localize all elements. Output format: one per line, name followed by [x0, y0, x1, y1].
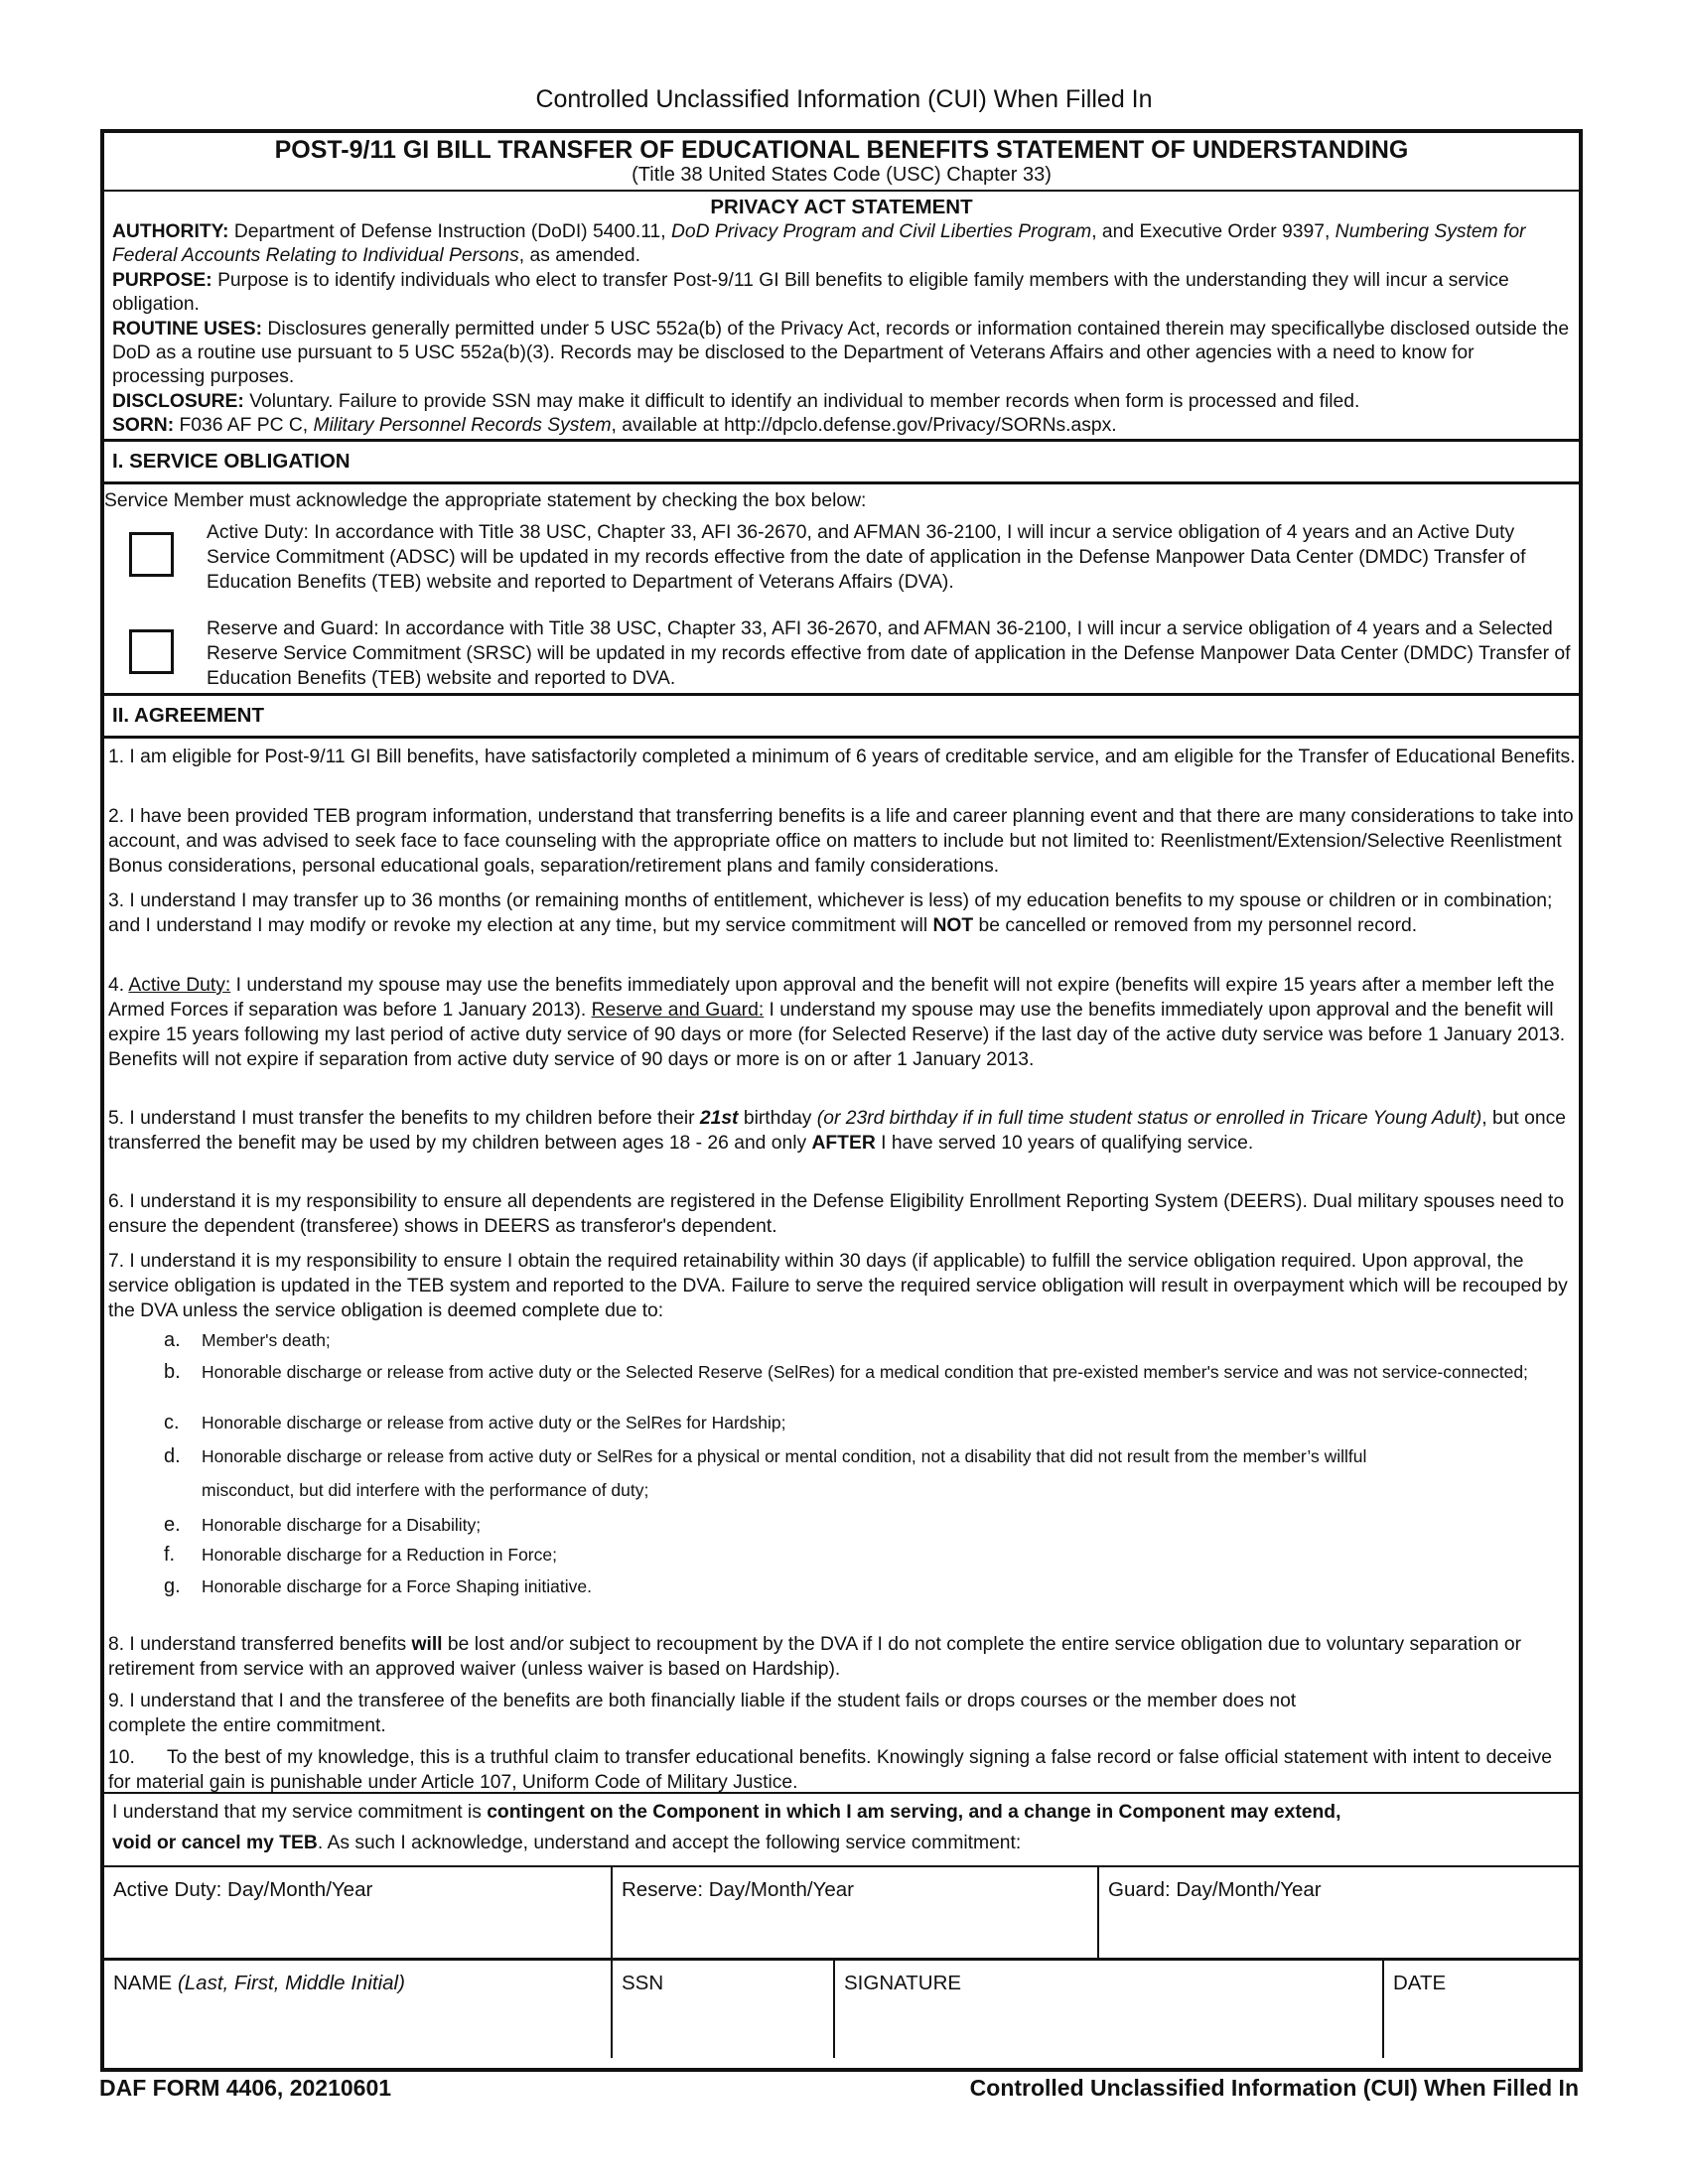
list-letter: f.: [164, 1544, 176, 1566]
list-text: Honorable discharge for a Disability;: [202, 1515, 482, 1535]
item-text: be lost and/or subject to recoupment by the DVA if I do not complete the entire service obligation due to voluntary separation or retirement from service with an approved waiver (unless waiver is based on Hardship).: [108, 1634, 1521, 1680]
item-text: 8. I understand transferred benefits: [108, 1634, 412, 1655]
list-text: misconduct, but did interfere with the performance of duty;: [202, 1480, 649, 1500]
guard-date-field[interactable]: [1097, 1867, 1579, 1958]
list-letter: e.: [164, 1514, 181, 1536]
authority-text: Department of Defense Instruction (DoDI) 5400.11,: [228, 221, 671, 242]
item-text: , but once transferred the benefit may be used by my children between ages 18 - 26 and only: [108, 1108, 1566, 1154]
item-text: birthday: [738, 1108, 817, 1129]
list-letter: d.: [164, 1445, 181, 1467]
service-obligation-heading: I. SERVICE OBLIGATION: [104, 442, 1579, 484]
reserve-date-label: Reserve: Day/Month/Year: [622, 1878, 854, 1901]
agreement-heading: II. AGREEMENT: [104, 696, 1579, 739]
privacy-heading: PRIVACY ACT STATEMENT: [710, 196, 973, 218]
guard-date-label: Guard: Day/Month/Year: [1108, 1878, 1322, 1901]
commitment-bold: contingent on the Component in which I am serving, and a change in Component may extend,: [487, 1802, 1341, 1823]
form-container: [100, 129, 1583, 2072]
name-field[interactable]: [104, 1961, 611, 2058]
item-bold: AFTER: [811, 1133, 876, 1154]
purpose-paragraph: [112, 269, 1571, 318]
date-label: DATE: [1393, 1972, 1447, 1994]
item-bold-italic: 21st: [699, 1108, 739, 1129]
disclosure-paragraph: [112, 390, 1571, 414]
list-letter: c.: [164, 1412, 180, 1433]
reserve-guard-statement: Reserve and Guard: In accordance with Title 38 USC, Chapter 33, AFI 36-2670, and AFMAN 36-2100, I will incur a service obligation of 4 years and a Selected Reserve Service Commitment (SRSC) will be updated in my records effective from date of application in the Defense Manpower Data Center (DMDC) Transfer of Education Benefits (TEB) website and reported to DVA.: [207, 618, 1571, 689]
privacy-act-statement: [104, 192, 1579, 442]
form-title: POST-9/11 GI BILL TRANSFER OF EDUCATIONAL BENEFITS STATEMENT OF UNDERSTANDING: [274, 136, 1409, 164]
agreement-item-1: 1. I am eligible for Post-9/11 GI Bill benefits, have satisfactorily completed a minimum of 6 years of creditable service, and am eligible for the Transfer of Educational Benefits.: [108, 747, 1576, 767]
commitment-line-2: [112, 1828, 1579, 1858]
cui-footer: Controlled Unclassified Information (CUI) When Filled In: [969, 2075, 1579, 2101]
signature-row: [104, 1961, 1579, 2058]
disclosure-label: DISCLOSURE:: [112, 390, 244, 412]
agreement-section: [104, 739, 1579, 1794]
routine-uses-label: ROUTINE USES:: [112, 318, 263, 340]
authority-italic: DoD Privacy Program and Civil Liberties Program: [670, 221, 1092, 242]
commitment-line-1: [112, 1797, 1579, 1828]
disclosure-text: Voluntary. Failure to provide SSN may make it difficult to identify an individual to member records when form is processed and filed.: [243, 390, 1360, 412]
commitment-date-row: [104, 1867, 1579, 1961]
agreement-item-6: 6. I understand it is my responsibility to ensure all dependents are registered in the Defense Eligibility Enrollment Reporting System (DEERS). Dual military spouses need to ensure the dependent (transferee) shows in DEERS as transferor's dependent.: [108, 1191, 1565, 1237]
active-duty-checkbox[interactable]: [129, 532, 174, 577]
item-text: I understand my spouse may use the benefits immediately upon approval and the benefit will expire 15 years following my last period of active duty service of 90 days or more (for Selected Reserve) if the last day of the active duty service was before 1 January 2013. Benefits will not expire if separation from active duty service of 90 days or more is on or after 1 January 2013.: [108, 1000, 1566, 1070]
authority-label: AUTHORITY:: [112, 221, 229, 242]
item-italic: (or 23rd birthday if in full time student status or enrolled in Tricare Young Adult): [816, 1108, 1482, 1129]
item-text: 5. I understand I must transfer the benefits to my children before their: [108, 1108, 700, 1129]
authority-paragraph: [112, 220, 1571, 269]
list-text: Honorable discharge for a Reduction in Force;: [202, 1545, 557, 1565]
active-duty-statement: Active Duty: In accordance with Title 38 USC, Chapter 33, AFI 36-2670, and AFMAN 36-2100, I will incur a service obligation of 4 years and an Active Duty Service Commitment (ADSC) will be updated in my records effective from the date of application in the Defense Manpower Data Center (DMDC) Transfer of Education Benefits (TEB) website and reported to Department of Veterans Affairs (DVA).: [207, 522, 1526, 593]
reserve-date-field[interactable]: [611, 1867, 1097, 1958]
authority-italic: Numbering System for Federal Accounts Relating to Individual Persons: [112, 221, 1526, 267]
agreement-item-4: [108, 973, 1578, 1072]
routine-uses-paragraph: [112, 318, 1571, 390]
sorn-text: , available at http://dpclo.defense.gov/Privacy/SORNs.aspx.: [611, 415, 1117, 437]
signature-field[interactable]: [833, 1961, 1382, 2058]
routine-uses-text: Disclosures generally permitted under 5 USC 552a(b) of the Privacy Act, records or information contained therein may specificallybe disclosed outside the DoD as a routine use pursuant to 5 USC 552a(b)(3). Records may be disclosed to the Department of Veterans Affairs and other agencies with a need to know for processing purposes.: [112, 318, 1570, 388]
title-block: [104, 133, 1579, 192]
sorn-label: SORN:: [112, 415, 175, 437]
agreement-item-9: [108, 1689, 1578, 1738]
item-number: 10.: [108, 1747, 135, 1768]
reserve-guard-checkbox[interactable]: [129, 629, 174, 674]
list-letter: b.: [164, 1361, 181, 1383]
item-text: 9. I understand that I and the transferee of the benefits are both financially liable if the student fails or drops courses or the member does not: [108, 1691, 1297, 1711]
form-number: DAF FORM 4406, 20210601: [99, 2075, 392, 2101]
item-text: I understand my spouse may use the benefits immediately upon approval and the benefit will not expire (benefits will expire 15 years after a member left the Armed Forces if separation was before 1 January 2013).: [108, 975, 1555, 1021]
commitment-text: . As such I acknowledge, understand and accept the following service commitment:: [317, 1833, 1022, 1853]
purpose-text: Purpose is to identify individuals who elect to transfer Post-9/11 GI Bill benefits to eligible family members with the understanding they will incur a service obligation.: [112, 269, 1509, 316]
agreement-item-7: 7. I understand it is my responsibility to ensure I obtain the required retainability within 30 days (if applicable) to fulfill the service obligation required. Upon approval, the service obligation is updated in the TEB system and reported to the DVA. Failure to serve the required service obligation will result in overpayment which will be recouped by the DVA unless the service obligation is deemed complete due to:: [108, 1251, 1568, 1321]
list-letter: a.: [164, 1329, 181, 1351]
list-text: Honorable discharge or release from active duty or the Selected Reserve (SelRes) for a medical condition that pre-existed member's service and was not service-connected;: [202, 1362, 1528, 1382]
form-subtitle: (Title 38 United States Code (USC) Chapter 33): [632, 164, 1052, 186]
item-underlined: Active Duty:: [128, 975, 231, 996]
purpose-label: PURPOSE:: [112, 269, 212, 291]
commitment-statement: [104, 1794, 1579, 1867]
agreement-item-3: [108, 888, 1578, 938]
item-text: complete the entire commitment.: [108, 1715, 386, 1736]
authority-text: , and Executive Order 9397,: [1091, 221, 1336, 242]
cui-header: Controlled Unclassified Information (CUI) When Filled In: [535, 85, 1153, 113]
obligation-intro: Service Member must acknowledge the appropriate statement by checking the box below:: [104, 490, 867, 511]
signature-label: SIGNATURE: [844, 1972, 962, 1994]
ssn-field[interactable]: [611, 1961, 833, 2058]
item-text: To the best of my knowledge, this is a truthful claim to transfer educational benefits. Knowingly signing a false record or false official statement with intent to deceive for material gain is punishable under Article 107, Uniform Code of Military Justice.: [108, 1747, 1553, 1793]
list-text: Honorable discharge for a Force Shaping initiative.: [202, 1576, 592, 1596]
agreement-item-2: 2. I have been provided TEB program information, understand that transferring benefits is a life and career planning event and that there are many considerations to take into account, and was advised to seek face to face counseling with the appropriate office on matters to include but not limited to: Reenlistment/Extension/Selective Reenlistment Bonus considerations, personal educational goals, separation/retirement plans and family considerations.: [108, 806, 1574, 877]
agreement-item-5: [108, 1106, 1578, 1156]
item-bold: will: [411, 1634, 443, 1655]
name-hint: (Last, First, Middle Initial): [177, 1972, 405, 1994]
item-text: be cancelled or removed from my personnel record.: [973, 915, 1418, 936]
sorn-text: F036 AF PC C,: [174, 415, 314, 437]
sorn-paragraph: [112, 414, 1571, 438]
item-underlined: Reserve and Guard:: [591, 1000, 765, 1021]
list-text: Honorable discharge or release from active duty or SelRes for a physical or mental condition, not a disability that did not result from the member’s willful: [202, 1446, 1367, 1466]
ssn-label: SSN: [622, 1972, 664, 1994]
authority-text: , as amended.: [518, 245, 640, 267]
list-letter: g.: [164, 1575, 181, 1597]
active-duty-date-field[interactable]: [104, 1867, 611, 1958]
list-text: Honorable discharge or release from active duty or the SelRes for Hardship;: [202, 1413, 786, 1433]
date-field[interactable]: [1382, 1961, 1579, 2058]
commitment-bold: void or cancel my TEB: [112, 1833, 318, 1853]
item-text: 3. I understand I may transfer up to 36 months (or remaining months of entitlement, whichever is less) of my education benefits to my spouse or children or in combination; and I understand I may modify or revoke my election at any time, but my service commitment will: [108, 890, 1553, 936]
list-text: Member's death;: [202, 1330, 331, 1350]
name-label: NAME: [113, 1972, 178, 1994]
sorn-italic: Military Personnel Records System: [313, 415, 612, 437]
item-number: 4.: [108, 975, 129, 996]
commitment-text: I understand that my service commitment is: [112, 1802, 488, 1823]
service-obligation-section: [104, 484, 1579, 696]
agreement-item-10: [108, 1745, 1578, 1795]
item-bold: NOT: [932, 915, 974, 936]
active-duty-date-label: Active Duty: Day/Month/Year: [113, 1878, 373, 1901]
agreement-item-8: [108, 1632, 1578, 1682]
item-text: I have served 10 years of qualifying service.: [875, 1133, 1254, 1154]
